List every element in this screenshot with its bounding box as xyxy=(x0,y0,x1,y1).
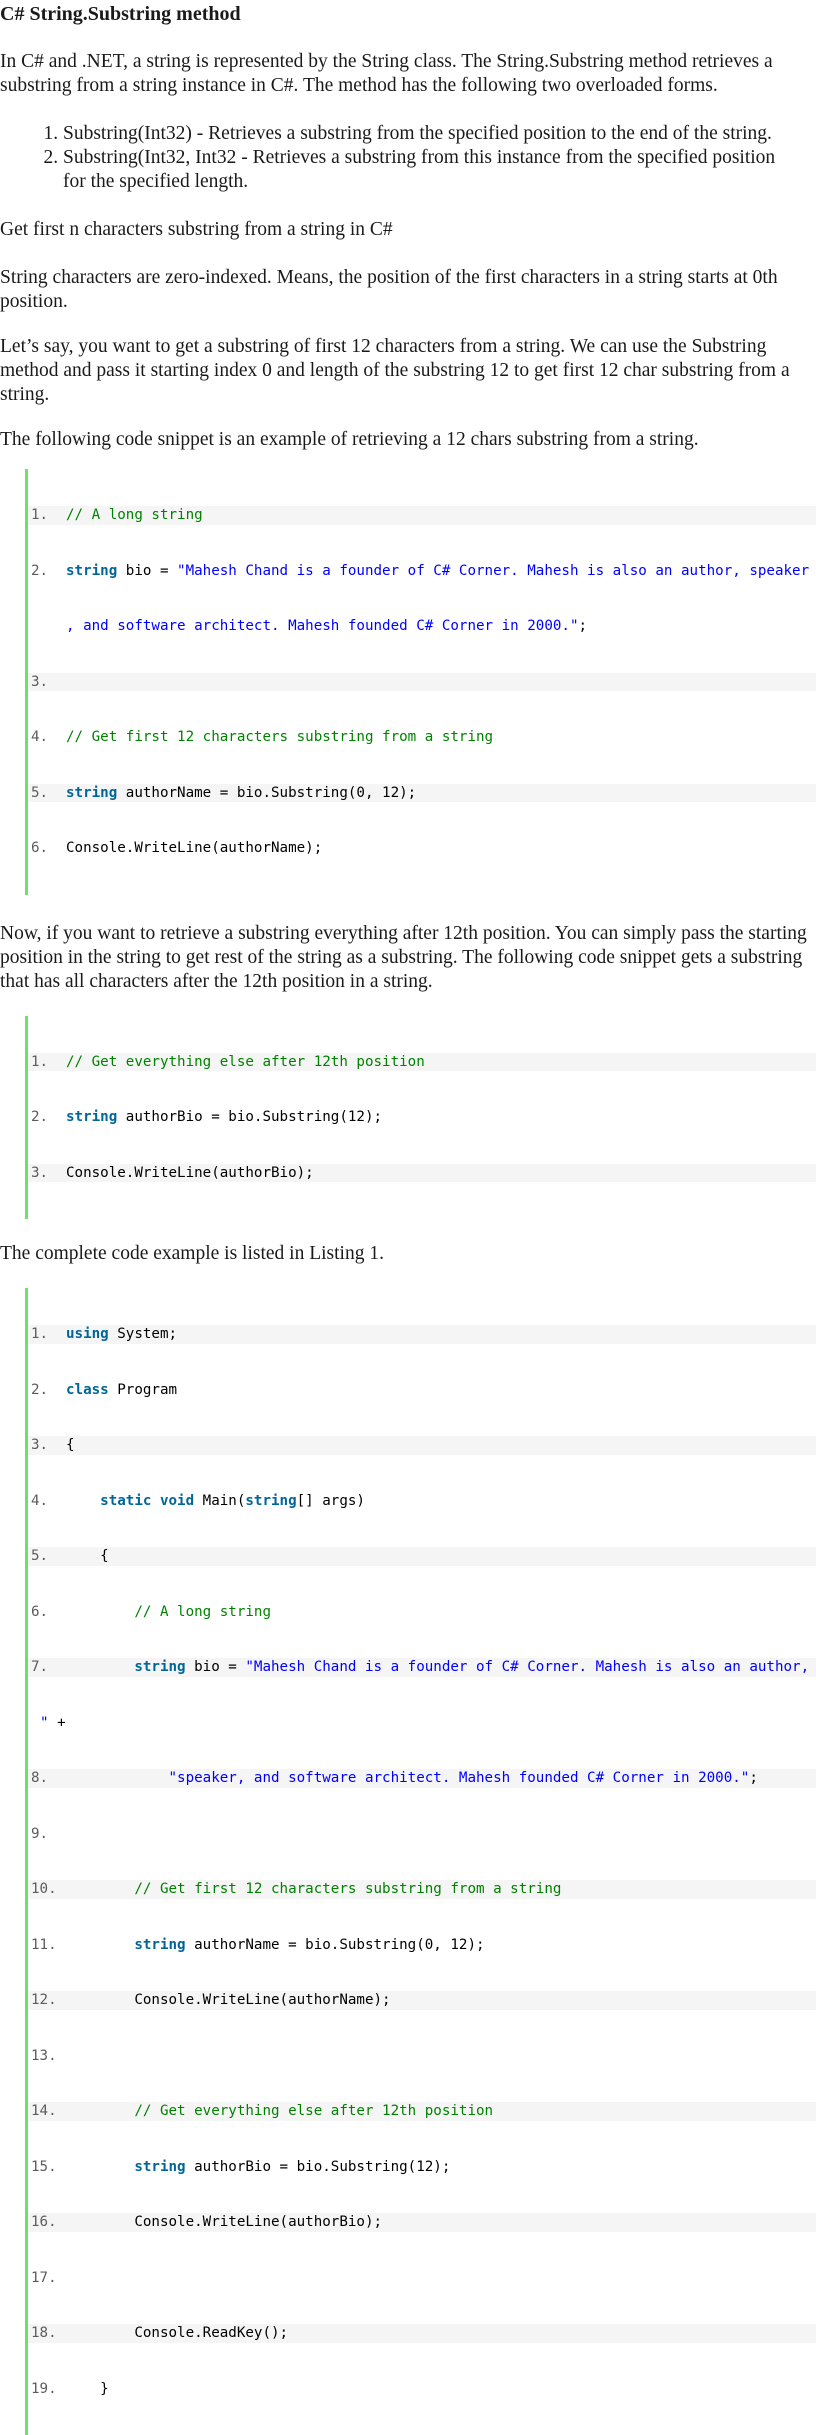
code-line xyxy=(28,1108,816,1127)
code-comment: // Get first 12 characters substring from a string xyxy=(66,729,494,745)
code-text: [] args) xyxy=(296,1492,365,1509)
line-number: 8. xyxy=(31,1770,49,1786)
code-comment: // Get first 12 characters substring from a string xyxy=(134,1881,562,1897)
code-string: " xyxy=(40,1714,49,1731)
list-item: 1. Substring(Int32) - Retrieves a substring from the specified position to the end of the string. xyxy=(63,122,776,146)
code-line xyxy=(28,2102,816,2121)
code-text: Program xyxy=(108,1381,178,1398)
line-number: 17. xyxy=(31,2269,57,2286)
code-line xyxy=(28,673,816,692)
first12-paragraph: Let’s say, you want to get a substring of first 12 characters from a string. We can use the Substring method and pass it starting index 0 and length of the substring 12 to get first 12 char substring from a string. xyxy=(0,336,790,405)
code-comment: // Get everything else after 12th position xyxy=(66,1053,425,1070)
code-snippet-1 xyxy=(25,469,816,895)
code-line xyxy=(28,2158,816,2177)
line-number: 4. xyxy=(31,729,49,745)
code-text: } xyxy=(100,2380,109,2397)
line-number: 2. xyxy=(31,562,49,579)
line-number: 3. xyxy=(31,1164,49,1181)
code-text: bio = xyxy=(117,562,178,579)
code-text: authorBio = bio.Substring(12); xyxy=(185,2158,451,2175)
code-keyword: void xyxy=(159,1492,195,1509)
line-number: 7. xyxy=(31,1659,49,1675)
code-comment: // A long string xyxy=(66,507,203,523)
code-keyword: string xyxy=(134,2158,186,2175)
code-keyword: string xyxy=(134,1936,186,1953)
line-number: 3. xyxy=(31,673,49,690)
code-keyword: string xyxy=(134,1659,186,1675)
code-line xyxy=(28,1164,816,1183)
code-text: authorName = bio.Substring(0, 12); xyxy=(185,1936,485,1953)
line-number: 10. xyxy=(31,1881,57,1897)
code-line xyxy=(28,1880,816,1899)
code-comment: // Get everything else after 12th position xyxy=(134,2103,494,2119)
line-number: 3. xyxy=(31,1437,49,1453)
line-number xyxy=(28,617,66,636)
code-text: Console.WriteLine(authorBio); xyxy=(134,2214,383,2230)
code-keyword: string xyxy=(66,562,118,579)
code-line xyxy=(28,1603,816,1622)
code-line xyxy=(28,2269,816,2288)
line-number: 18. xyxy=(31,2325,57,2341)
code-keyword: string xyxy=(66,784,118,801)
code-text: bio = xyxy=(185,1659,246,1675)
code-text: Main( xyxy=(194,1492,246,1509)
line-number: 13. xyxy=(31,2047,57,2064)
code-line xyxy=(28,1547,816,1566)
line-number: 2. xyxy=(31,1381,49,1398)
line-number: 11. xyxy=(31,1936,57,1953)
code-text: ; xyxy=(578,618,588,634)
code-line xyxy=(28,1325,816,1344)
code-text: { xyxy=(66,1437,75,1453)
listing-intro: The complete code example is listed in Listing 1. xyxy=(0,1243,384,1264)
code-line xyxy=(28,2324,816,2343)
code-text: Console.WriteLine(authorName); xyxy=(134,1992,391,2008)
line-number: 2. xyxy=(31,1109,49,1125)
code-line xyxy=(28,506,816,525)
section-heading: Get first n characters substring from a string in C# xyxy=(0,219,393,240)
code-comment: // A long string xyxy=(134,1603,272,1620)
code-text: authorBio = bio.Substring(12); xyxy=(117,1109,383,1125)
code-line xyxy=(28,839,816,858)
line-number: 6. xyxy=(31,840,49,856)
code-text: authorName = bio.Substring(0, 12); xyxy=(117,784,417,801)
code-text: Console.WriteLine(authorName); xyxy=(66,840,323,856)
line-number: 1. xyxy=(31,1326,49,1342)
code-line xyxy=(28,2047,816,2066)
code-line xyxy=(28,784,816,803)
code-string: "speaker, and software architect. Mahesh founded C# Corner in 2000." xyxy=(168,1770,750,1786)
code-line xyxy=(28,562,816,581)
line-number: 14. xyxy=(31,2103,57,2119)
list-item: 2. Substring(Int32, Int32 - Retrieves a substring from this instance from the specified position for the specified length. xyxy=(63,146,776,194)
line-number: 15. xyxy=(31,2158,57,2175)
line-number: 12. xyxy=(31,1992,57,2008)
code-line xyxy=(28,1492,816,1511)
line-number: 1. xyxy=(31,1053,49,1070)
code-listing-1 xyxy=(25,1288,816,2435)
line-number: 5. xyxy=(31,1548,49,1564)
code-line xyxy=(28,1658,816,1677)
code-line xyxy=(28,1825,816,1844)
code-keyword: using xyxy=(66,1326,109,1342)
snippet1-intro: The following code snippet is an example of retrieving a 12 chars substring from a string. xyxy=(0,429,699,450)
code-keyword: string xyxy=(245,1492,297,1509)
code-text: { xyxy=(100,1548,109,1564)
code-string: "Mahesh Chand is a founder of C# Corner. Mahesh is also an author, speaker xyxy=(177,562,810,579)
code-text: Console.ReadKey(); xyxy=(134,2325,289,2341)
line-number: 6. xyxy=(31,1603,49,1620)
after12-paragraph: Now, if you want to retrieve a substring everything after 12th position. You can simply pass the starting position in the string to get rest of the string as a substring. The following code snippet gets a substring that has all characters after the 12th position in a string. xyxy=(0,922,807,992)
overload-list xyxy=(0,122,816,194)
line-number: 9. xyxy=(31,1825,49,1842)
line-number: 1. xyxy=(31,507,49,523)
code-text: Console.WriteLine(authorBio); xyxy=(66,1164,314,1181)
code-keyword: string xyxy=(66,1109,118,1125)
line-number: 5. xyxy=(31,784,49,801)
code-text: System; xyxy=(108,1326,178,1342)
code-string: "Mahesh Chand is a founder of C# Corner. Mahesh is also an author, xyxy=(245,1659,810,1675)
code-line xyxy=(28,1769,816,1788)
code-string: , and software architect. Mahesh founded C# Corner in 2000." xyxy=(66,618,579,634)
code-line xyxy=(28,1436,816,1455)
page-title: C# String.Substring method xyxy=(0,3,241,25)
code-line-continued xyxy=(28,617,816,636)
code-snippet-2 xyxy=(25,1016,816,1220)
code-keyword: static xyxy=(100,1492,152,1509)
line-number: 4. xyxy=(31,1492,49,1509)
code-line xyxy=(28,728,816,747)
code-line xyxy=(28,1381,816,1400)
code-text: ; xyxy=(749,1770,758,1786)
code-line-continued xyxy=(28,1714,816,1733)
code-line xyxy=(28,2213,816,2232)
intro-paragraph: In C# and .NET, a string is represented by the String class. The String.Substring method retrieves a substring from a string instance in C#. The method has the following two overloaded forms. xyxy=(0,51,773,96)
code-text: + xyxy=(48,1714,66,1731)
code-line xyxy=(28,1991,816,2010)
code-line xyxy=(28,1936,816,1955)
line-number: 16. xyxy=(31,2214,57,2230)
code-line xyxy=(28,2380,816,2399)
code-keyword: class xyxy=(66,1381,109,1398)
code-line xyxy=(28,1053,816,1072)
zero-indexed-paragraph: String characters are zero-indexed. Means, the position of the first characters in a string starts at 0th position. xyxy=(0,267,778,312)
line-number: 19. xyxy=(31,2380,57,2397)
